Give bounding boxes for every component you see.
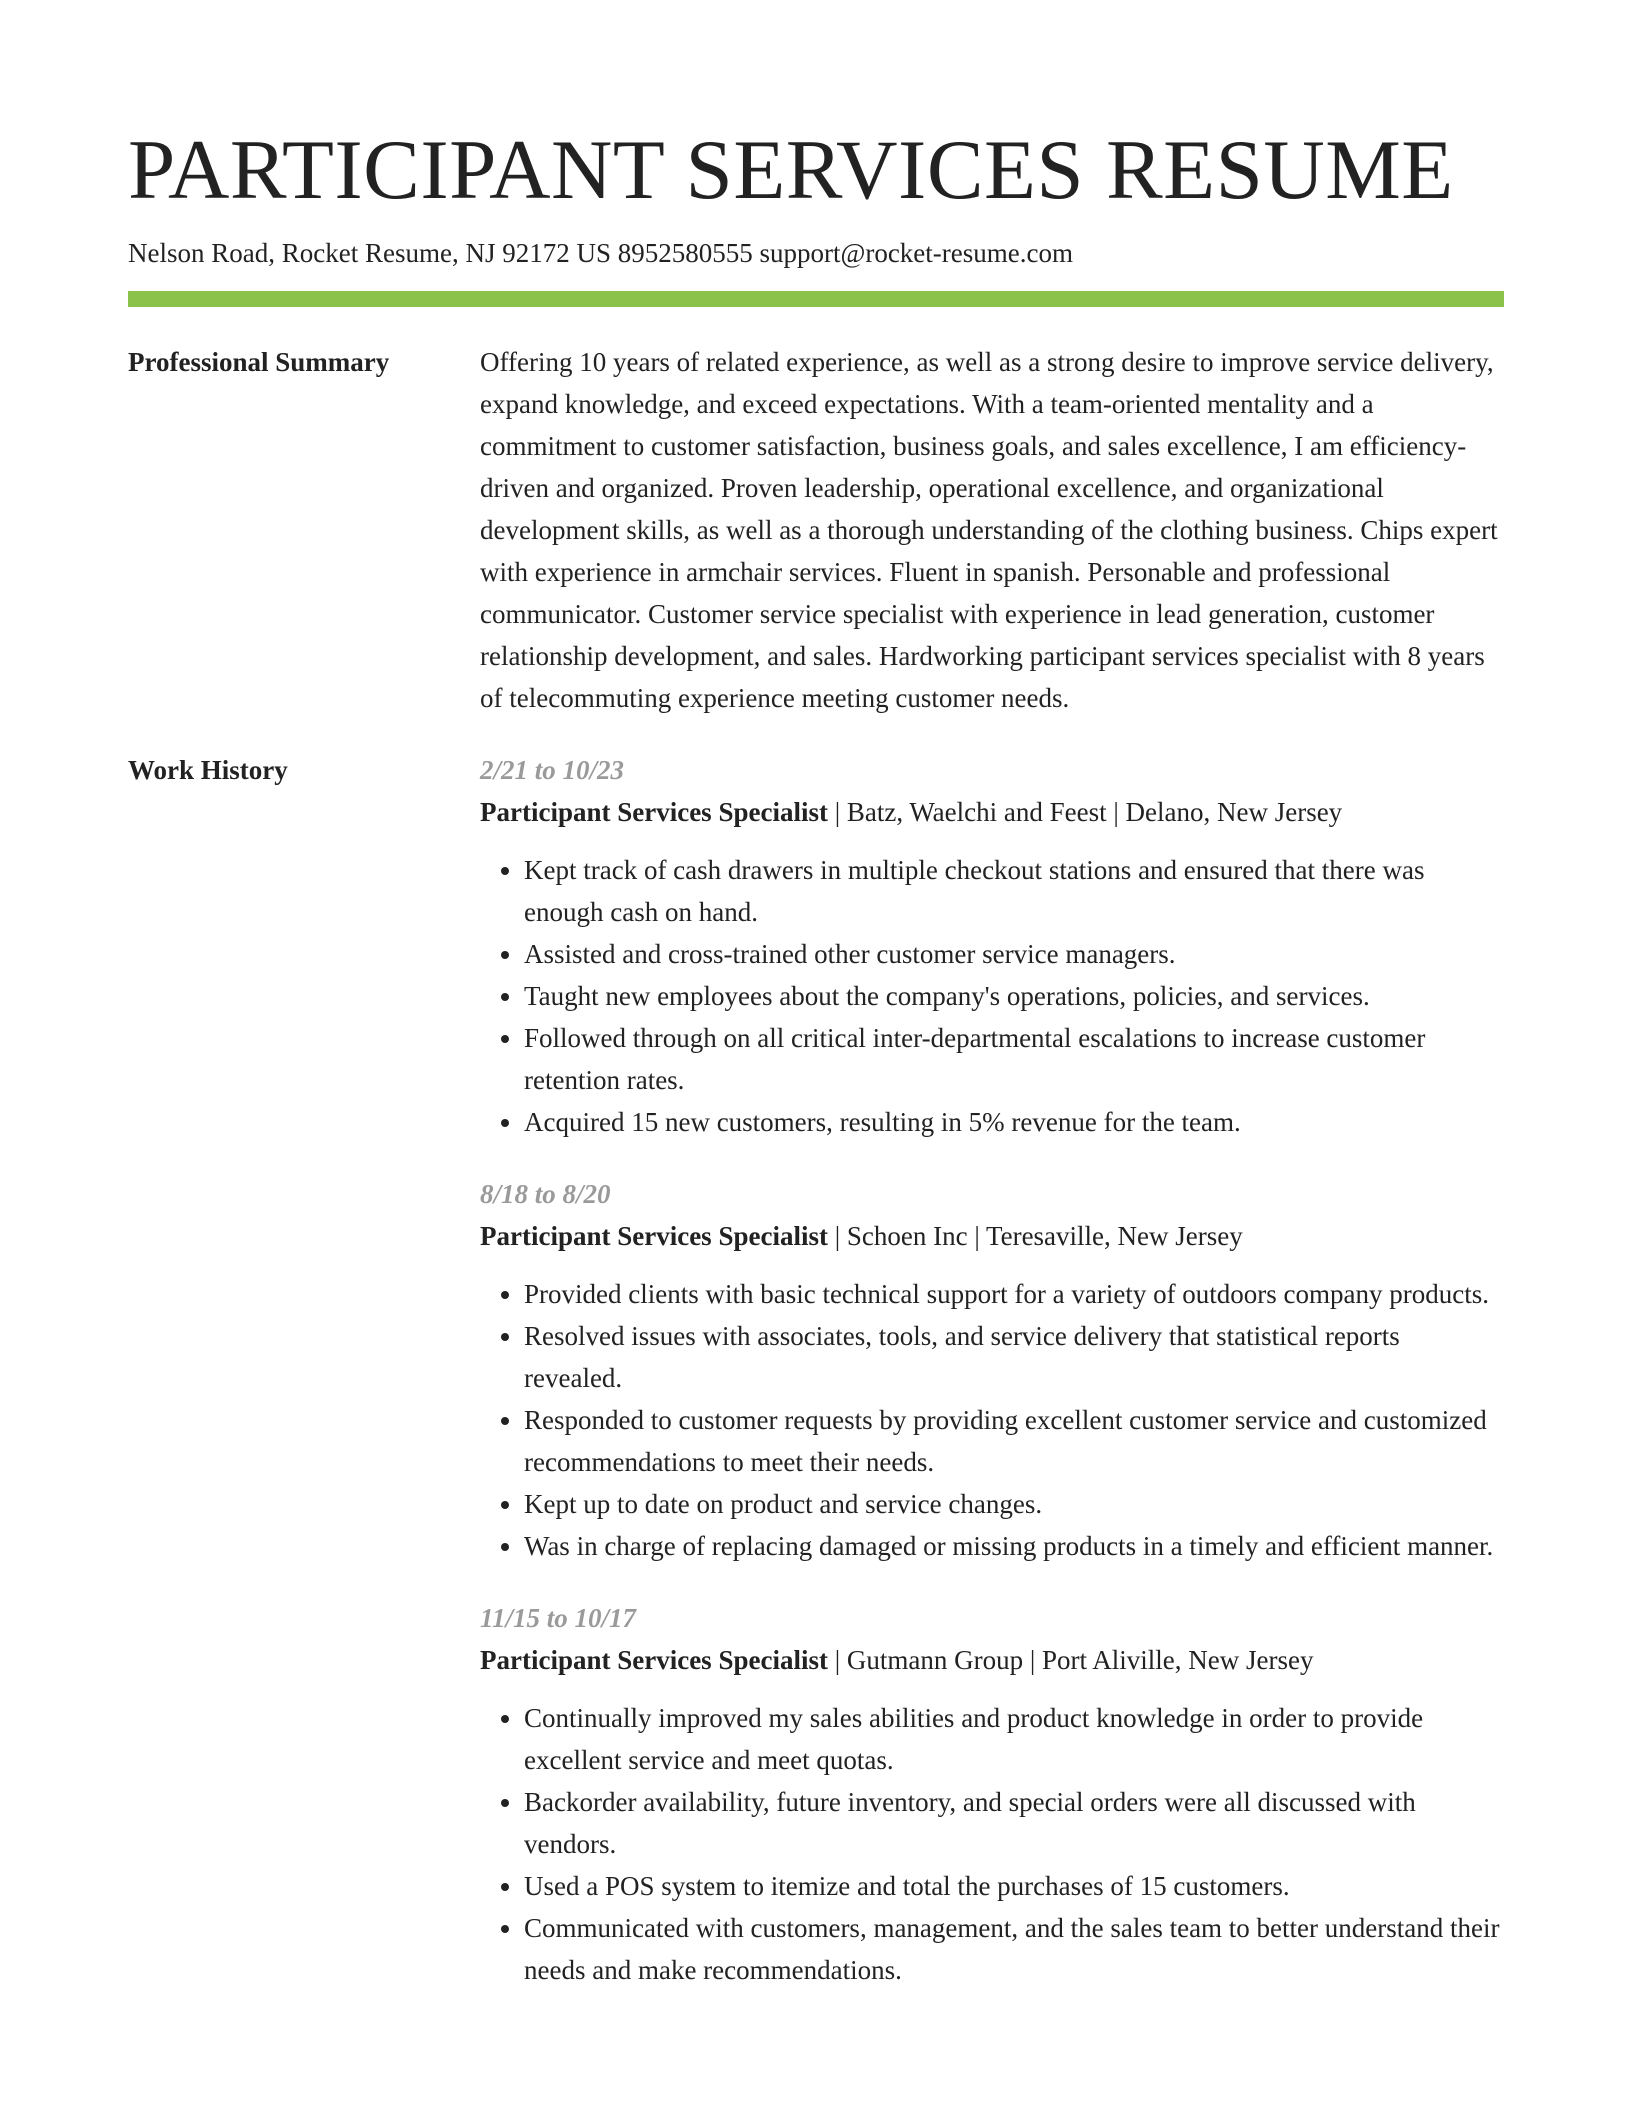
job-bullet: • Responded to customer requests by providing excellent customer service and customized recommendations to meet their needs. [524, 1399, 1504, 1483]
job-bullet: • Followed through on all critical inter-departmental escalations to increase customer retention rates. [524, 1017, 1504, 1101]
job-bullet: • Communicated with customers, management, and the sales team to better understand their needs and make recommendations. [524, 1907, 1504, 1991]
summary-label: Professional Summary [128, 347, 390, 377]
job-bullets [480, 1697, 1504, 1991]
job-bullet: • Continually improved my sales abilities and product knowledge in order to provide excellent service and meet quotas. [524, 1697, 1504, 1781]
contact-line: Nelson Road, Rocket Resume, NJ 92172 US 8952580555 support@rocket-resume.com [128, 238, 1073, 268]
job-bullet: • Resolved issues with associates, tools, and service delivery that statistical reports revealed. [524, 1315, 1504, 1399]
job-heading [480, 791, 1504, 833]
resume-title: PARTICIPANT SERVICES RESUME [128, 123, 1454, 217]
jobs-list [480, 749, 1504, 2021]
job-bullet: • Assisted and cross-trained other customer service managers. [524, 933, 1504, 975]
job-bullet: • Provided clients with basic technical support for a variety of outdoors company products. [524, 1273, 1504, 1315]
job-entry [480, 1597, 1504, 1991]
job-bullets [480, 1273, 1504, 1567]
header-divider [128, 291, 1504, 307]
job-bullet: • Acquired 15 new customers, resulting in 5% revenue for the team. [524, 1101, 1504, 1143]
job-title: Participant Services Specialist [480, 797, 828, 827]
job-dates: 2/21 to 10/23 [480, 755, 625, 785]
job-heading [480, 1215, 1504, 1257]
job-title: Participant Services Specialist [480, 1221, 828, 1251]
job-entry [480, 1173, 1504, 1567]
summary-section [128, 341, 1504, 719]
work-history-label: Work History [128, 755, 288, 785]
job-bullets [480, 849, 1504, 1143]
resume-page [128, 0, 1504, 2021]
job-heading [480, 1639, 1504, 1681]
job-details: | Batz, Waelchi and Feest | Delano, New Jersey [827, 797, 1343, 827]
summary-text: Offering 10 years of related experience, as well as a strong desire to improve service delivery, expand knowledge, and exceed expectations. With a team-oriented mentality and a commitment to customer satisfaction, business goals, and sales excellence, I am efficiency-driven and organized. Proven leadership, operational excellence, and organizational development skills, as well as a thorough understanding of the clothing business. Chips expert with experience in armchair services. Fluent in spanish. Personable and professional communicator. Customer service specialist with experience in lead generation, customer relationship development, and sales. Hardworking participant services specialist with 8 years of telecommuting experience meeting customer needs. [480, 347, 1498, 713]
job-dates: 11/15 to 10/17 [480, 1603, 637, 1633]
job-bullet: • Taught new employees about the company's operations, policies, and services. [524, 975, 1504, 1017]
job-title: Participant Services Specialist [480, 1645, 828, 1675]
job-details: | Schoen Inc | Teresaville, New Jersey [827, 1221, 1243, 1251]
work-history-section [128, 749, 1504, 2021]
job-bullet: • Kept up to date on product and service changes. [524, 1483, 1504, 1525]
job-bullet: • Was in charge of replacing damaged or missing products in a timely and efficient manner. [524, 1525, 1504, 1567]
job-bullet: • Backorder availability, future inventory, and special orders were all discussed with vendors. [524, 1781, 1504, 1865]
job-bullet: • Kept track of cash drawers in multiple checkout stations and ensured that there was enough cash on hand. [524, 849, 1504, 933]
job-bullet: • Used a POS system to itemize and total the purchases of 15 customers. [524, 1865, 1504, 1907]
job-dates: 8/18 to 8/20 [480, 1179, 611, 1209]
job-details: | Gutmann Group | Port Aliville, New Jersey [827, 1645, 1314, 1675]
job-entry [480, 749, 1504, 1143]
